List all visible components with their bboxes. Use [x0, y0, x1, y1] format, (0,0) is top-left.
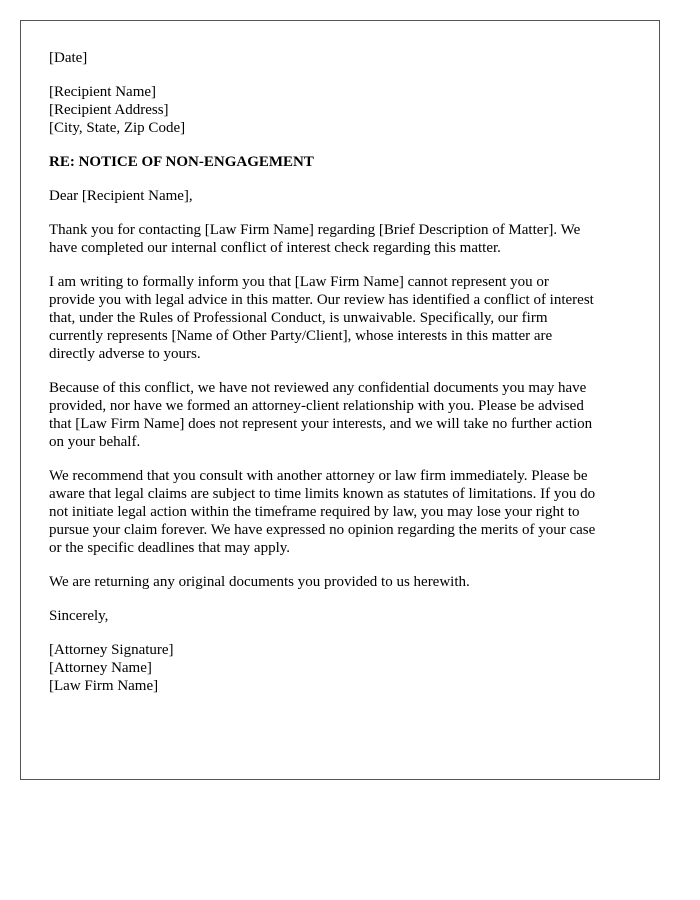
- paragraph-line: Because of this conflict, we have not reviewed any confidential documents you may have: [49, 380, 587, 396]
- attorney-name: [Attorney Name]: [49, 660, 152, 676]
- paragraph-line: on your behalf.: [49, 434, 141, 450]
- paragraph-line: that [Law Firm Name] does not represent your interests, and we will take no further action: [49, 416, 593, 432]
- paragraph-line: I am writing to formally inform you that [Law Firm Name] cannot represent you or: [49, 274, 549, 290]
- subject-line: RE: NOTICE OF NON-ENGAGEMENT: [49, 154, 314, 170]
- recipient-city-state-zip: [City, State, Zip Code]: [49, 120, 186, 136]
- paragraph-line: provide you with legal advice in this matter. Our review has identified a conflict of interest: [49, 292, 594, 308]
- paragraph-line: directly adverse to yours.: [49, 346, 201, 362]
- body-paragraph: [49, 379, 639, 451]
- letter-page: [20, 20, 660, 780]
- recipient-block: [49, 83, 639, 137]
- letter-date: [Date]: [49, 50, 88, 66]
- date-block: [49, 49, 639, 67]
- attorney-signature: [Attorney Signature]: [49, 642, 174, 658]
- body-paragraph: [49, 273, 639, 363]
- law-firm-name: [Law Firm Name]: [49, 678, 159, 694]
- paragraph-line: Thank you for contacting [Law Firm Name] regarding [Brief Description of Matter]. We: [49, 222, 581, 238]
- recipient-address: [Recipient Address]: [49, 102, 169, 118]
- paragraph-line: pursue your claim forever. We have expressed no opinion regarding the merits of your case: [49, 522, 596, 538]
- closing: Sincerely,: [49, 608, 109, 624]
- paragraph-line: have completed our internal conflict of interest check regarding this matter.: [49, 240, 501, 256]
- body-paragraph: [49, 221, 639, 257]
- signature-block: [49, 641, 639, 695]
- paragraph-line: not initiate legal action within the timeframe required by law, you may lose your right to: [49, 504, 580, 520]
- paragraph-line: aware that legal claims are subject to time limits known as statutes of limitations. If you do: [49, 486, 596, 502]
- salutation: Dear [Recipient Name],: [49, 188, 193, 204]
- paragraph-line: We recommend that you consult with another attorney or law firm immediately. Please be: [49, 468, 588, 484]
- paragraph-line: that, under the Rules of Professional Conduct, is unwaivable. Specifically, our firm: [49, 310, 548, 326]
- paragraph-line: currently represents [Name of Other Party/Client], whose interests in this matter are: [49, 328, 553, 344]
- paragraph-line: We are returning any original documents you provided to us herewith.: [49, 574, 470, 590]
- paragraph-line: provided, nor have we formed an attorney-client relationship with you. Please be advised: [49, 398, 584, 414]
- body-paragraph: [49, 467, 639, 557]
- paragraph-line: or the specific deadlines that may apply.: [49, 540, 291, 556]
- body-paragraph: [49, 573, 639, 591]
- recipient-name: [Recipient Name]: [49, 84, 157, 100]
- letter-body: [49, 49, 639, 711]
